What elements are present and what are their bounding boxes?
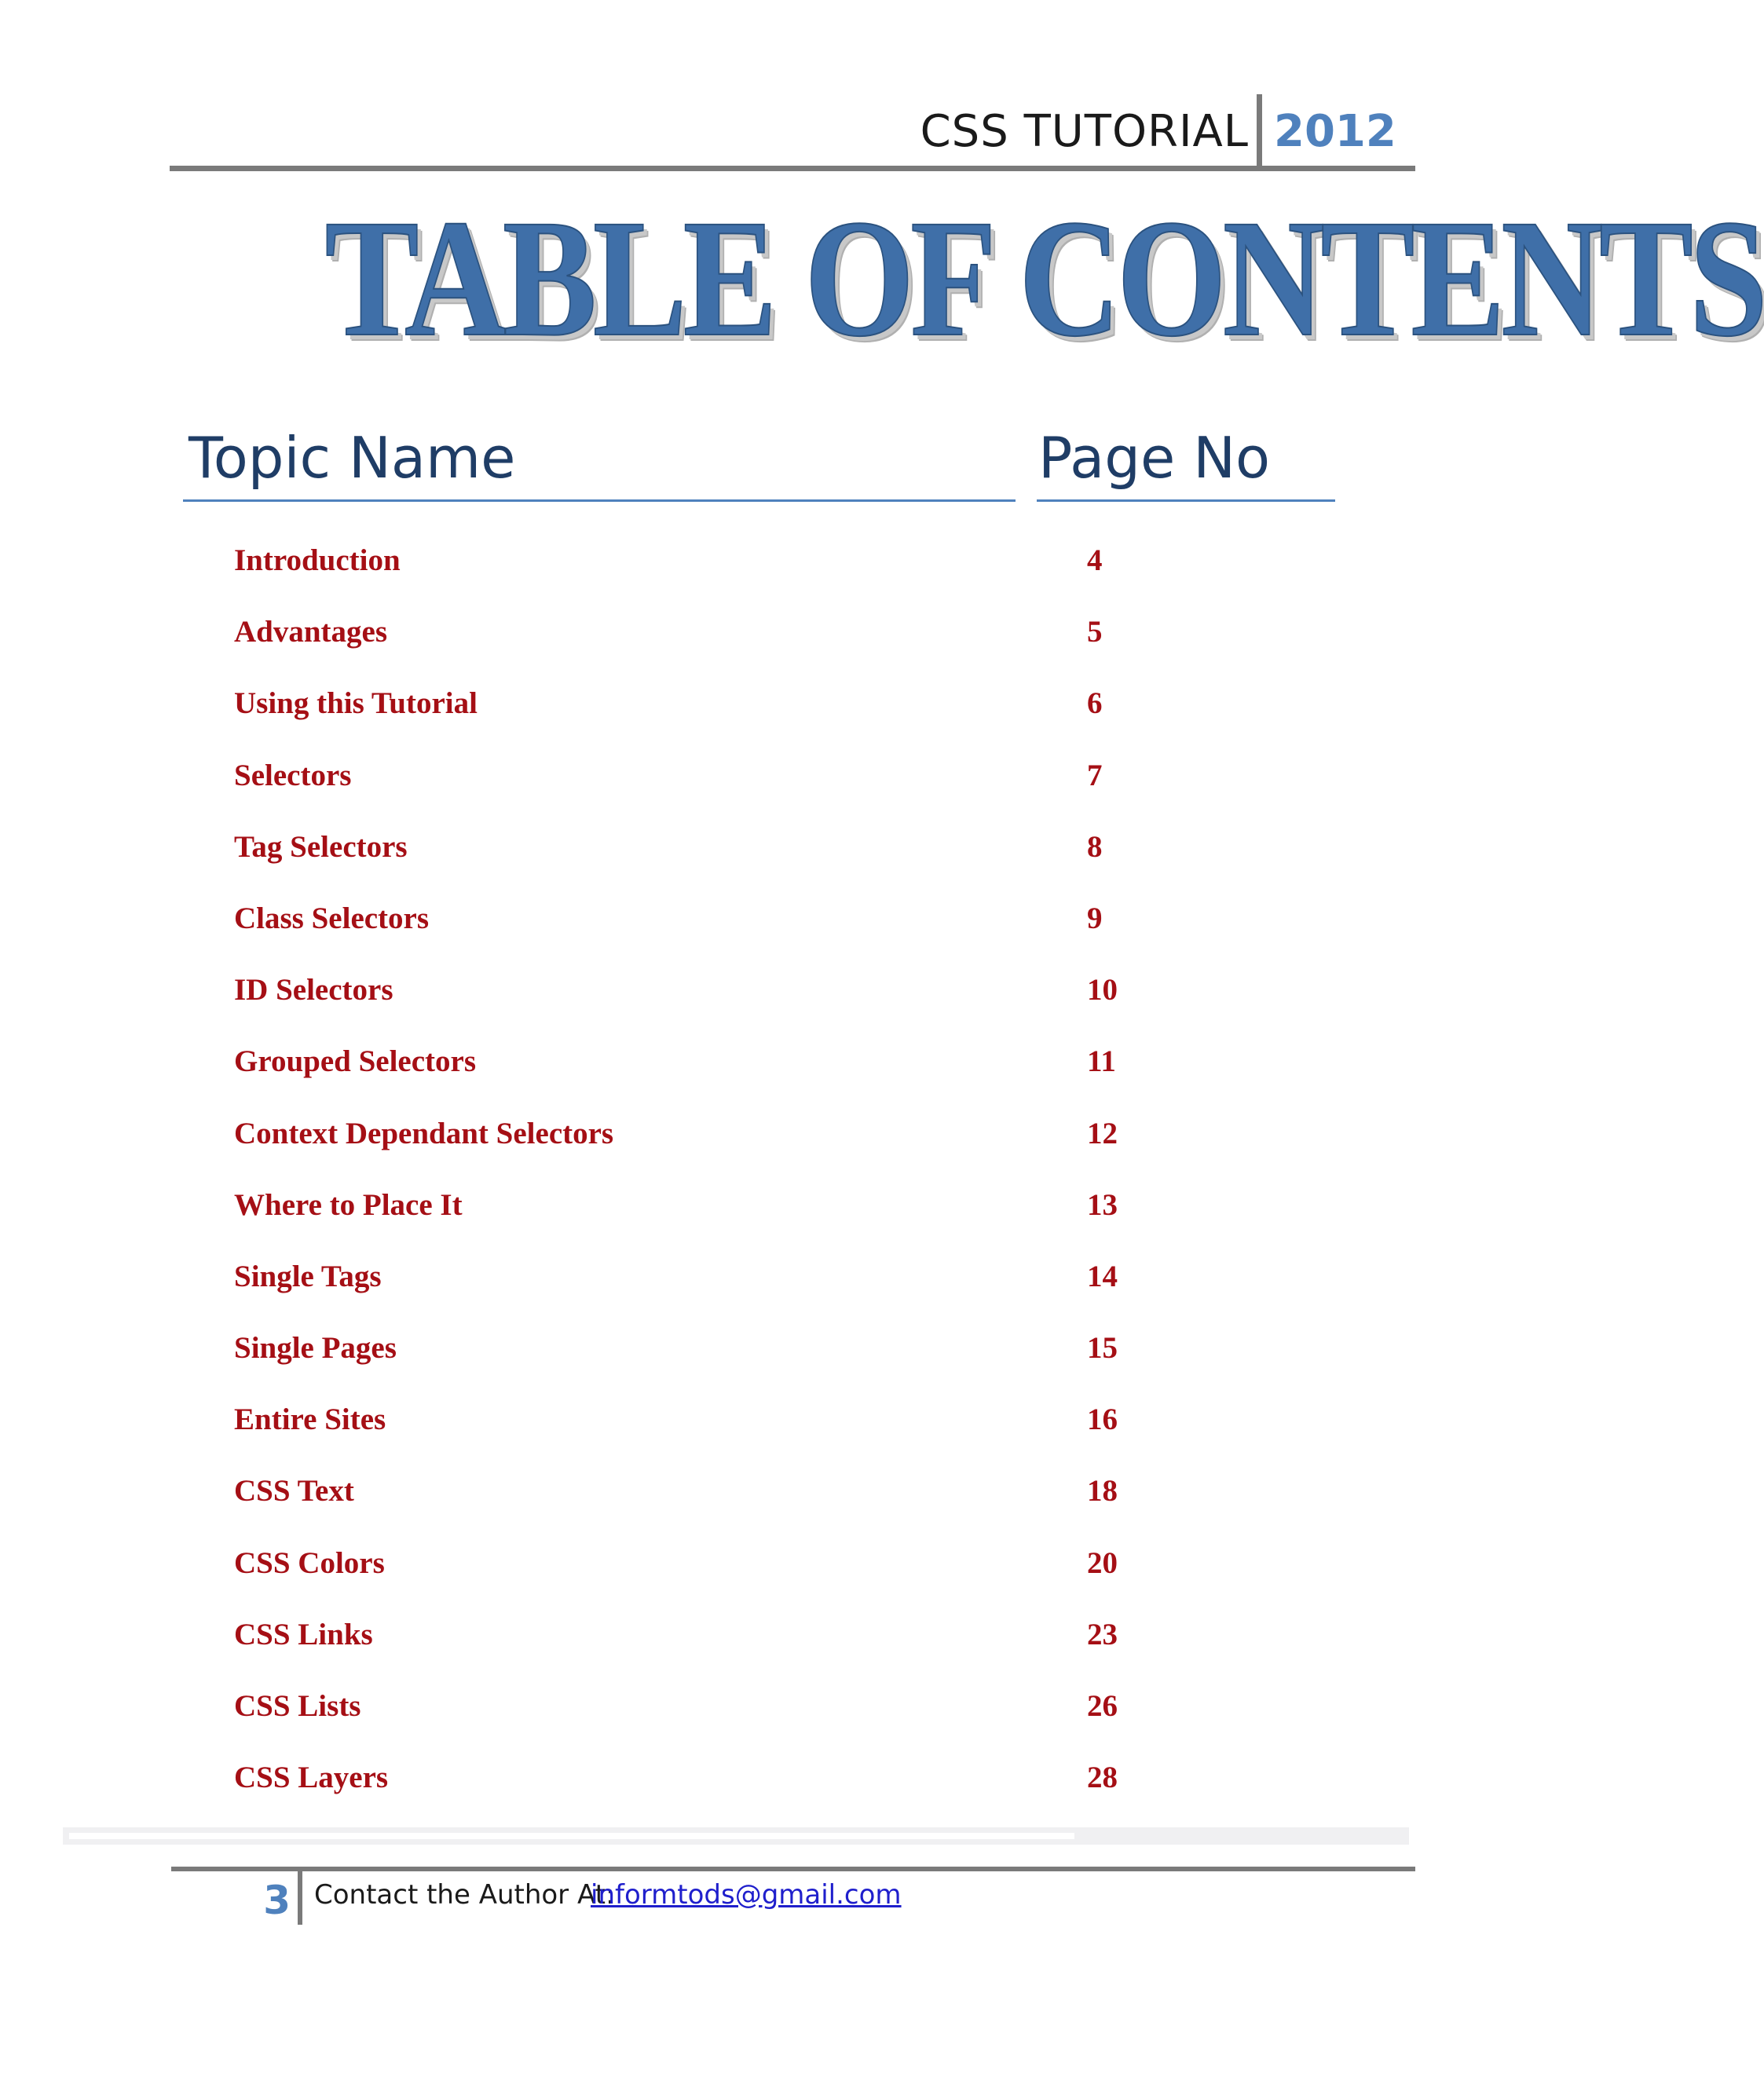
toc-entry-topic: Introduction [234,543,401,577]
toc-entry-page: 11 [1087,1044,1116,1079]
toc-entry-topic: CSS Links [234,1617,373,1651]
toc-entry[interactable] [0,754,1608,825]
toc-entry-topic: Grouped Selectors [234,1044,477,1079]
toc-entry-page: 15 [1087,1331,1118,1366]
column-header-page-underline [1037,499,1335,502]
toc-entry-topic: Tag Selectors [234,829,408,864]
column-header-page: Page No [1038,425,1271,491]
toc-list [0,539,1608,1827]
toc-entry[interactable] [0,1183,1608,1255]
toc-entry[interactable] [0,1326,1608,1398]
toc-entry-page: 6 [1087,686,1103,721]
toc-entry-topic: Entire Sites [234,1403,386,1437]
toc-entry-page: 5 [1087,615,1103,649]
toc-entry-page: 14 [1087,1259,1118,1293]
toc-entry-topic: CSS Layers [234,1761,389,1795]
toc-entry[interactable] [0,1684,1608,1756]
footer-contact-label: Contact the Author At: [314,1879,615,1911]
toc-entry-topic: Single Pages [234,1331,397,1366]
toc-entry-page: 8 [1087,829,1103,864]
footer-email-link[interactable]: informtods@gmail.com [591,1879,902,1911]
toc-entry-topic: Where to Place It [234,1187,463,1222]
footer-rule [171,1867,1415,1871]
toc-entry-topic: CSS Lists [234,1689,361,1723]
toc-entry-page: 13 [1087,1187,1118,1222]
toc-entry[interactable] [0,539,1608,610]
toc-entry[interactable] [0,1613,1608,1684]
toc-entry[interactable] [0,1040,1608,1111]
header-year: 2012 [1274,106,1396,157]
toc-entry-topic: Advantages [234,615,388,649]
toc-entry-page: 10 [1087,973,1118,1008]
toc-entry[interactable] [0,1469,1608,1541]
toc-entry-page: 9 [1087,901,1103,935]
toc-entry[interactable] [0,1255,1608,1326]
toc-entry-topic: Selectors [234,758,352,792]
footer-band-inner [69,1833,1074,1839]
toc-entry[interactable] [0,897,1608,968]
header-rule [170,166,1415,171]
toc-entry[interactable] [0,682,1608,753]
footer-divider [298,1871,302,1925]
toc-entry-page: 20 [1087,1545,1118,1580]
toc-entry[interactable] [0,1398,1608,1469]
toc-entry-page: 23 [1087,1617,1118,1651]
toc-entry[interactable] [0,1112,1608,1183]
toc-entry[interactable] [0,1756,1608,1827]
toc-entry-page: 28 [1087,1761,1118,1795]
toc-entry-topic: Context Dependant Selectors [234,1116,614,1150]
toc-entry-page: 18 [1087,1474,1118,1509]
toc-entry-topic: CSS Text [234,1474,354,1509]
toc-entry-topic: Single Tags [234,1259,382,1293]
header-divider [1257,94,1262,170]
toc-entry-page: 12 [1087,1116,1118,1150]
toc-entry-topic: ID Selectors [234,973,393,1008]
toc-entry-page: 4 [1087,543,1103,577]
column-header-topic-underline [183,499,1016,502]
header-title: CSS TUTORIAL [920,106,1249,157]
toc-entry[interactable] [0,825,1608,897]
toc-entry[interactable] [0,610,1608,682]
toc-entry-topic: CSS Colors [234,1545,385,1580]
toc-entry-topic: Class Selectors [234,901,430,935]
column-header-topic: Topic Name [188,425,516,491]
page-title: TABLE OF CONTENTS [324,185,1764,371]
toc-entry[interactable] [0,968,1608,1040]
toc-entry-topic: Using this Tutorial [234,686,478,721]
toc-entry[interactable] [0,1542,1608,1613]
toc-entry-page: 7 [1087,758,1103,792]
toc-entry-page: 16 [1087,1403,1118,1437]
toc-entry-page: 26 [1087,1689,1118,1723]
footer-page-number: 3 [263,1878,291,1923]
